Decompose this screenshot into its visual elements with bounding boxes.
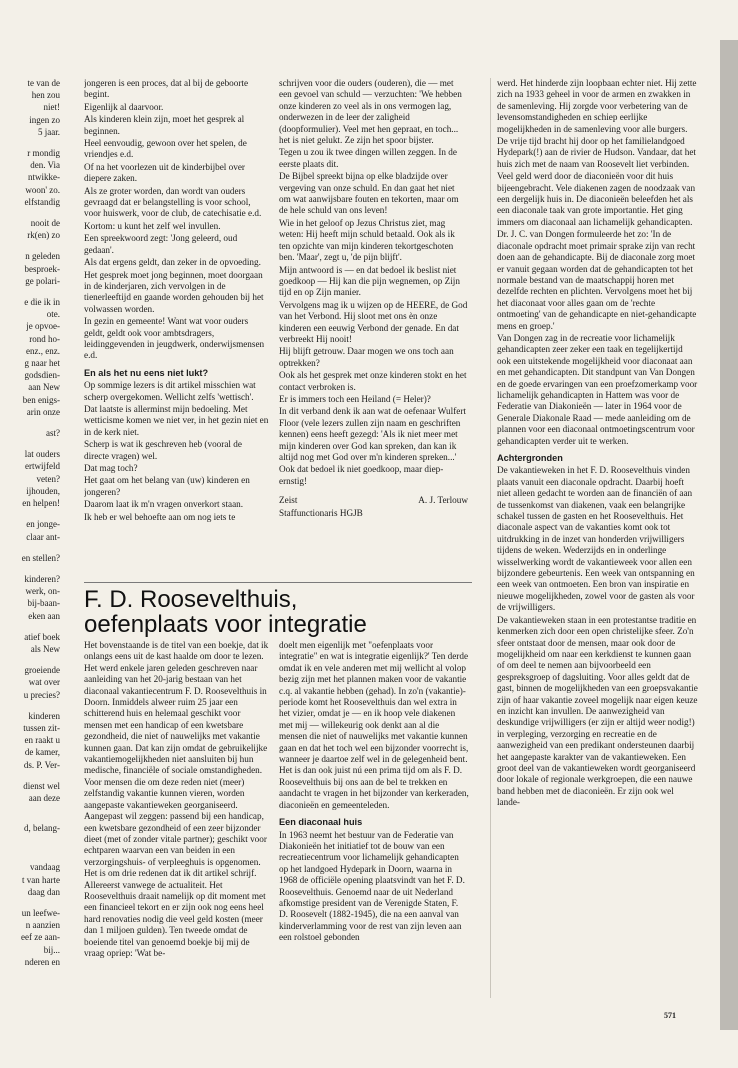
fragment-line: ertwijfeld: [25, 461, 60, 472]
paragraph: Dat mag toch?: [84, 463, 138, 473]
fragment-line: ben enigs-: [22, 394, 60, 405]
fragment-line: t van harte: [22, 874, 60, 885]
fragment-line: ote.: [46, 309, 60, 320]
fragment-line: elfstandig: [24, 196, 60, 207]
fragment-line: woon' zo.: [25, 184, 60, 195]
column-divider: [490, 78, 491, 998]
fragment-line: [0, 702, 60, 710]
fragment-line: rond ho-: [29, 333, 60, 344]
fragment-line: [0, 623, 60, 631]
article1-subhead: En als het nu eens niet lukt?: [84, 367, 209, 378]
fragment-line: besproek-: [24, 263, 60, 274]
fragment-line: veten?: [36, 473, 60, 484]
fragment-line: bij...: [43, 944, 60, 955]
fragment-line: r mondig: [27, 148, 60, 159]
paragraph: Veel geld werd door de diaconieën voor dit huis bijeengebracht. Vele diakenen zagen de noodzaak van een dergelijk huis in. De diaconieën beleefden het als een diaconale taak van grote importantie. Het ging immers om diaconaal aan lichamelijk gehandicapten.: [497, 171, 696, 227]
paragraph: In 1963 neemt het bestuur van de Federatie van Diakonieën het initiatief tot de bouw van een recreatiecentrum voor lichamelijk gehandicapten op het landgoed Hydepark in Doorn, waarna in 1968 de officiële opening plaatsvindt van het F. D. Roosevelthuis. Genoemd naar de uit Nederland afkomstige president van de Verenigde Staten, F. D. Roosevelt (1882-1945), die na een aanval van kinderverlamming voor de rest van zijn leven aan een rolstoel gebonden: [279, 829, 465, 943]
article2-headline: [84, 587, 480, 637]
fragment-line: en helpen!: [22, 498, 60, 509]
left-column-fragment: [0, 78, 60, 1018]
fragment-line: claar ant-: [26, 531, 60, 542]
fragment-line: rk(en) zo: [27, 230, 60, 241]
paragraph: Op sommige lezers is dit artikel misschien wat scherp overgekomen. Wellicht zelfs 'wettisch'.: [84, 380, 256, 402]
paragraph: Scherp is wat ik geschreven heb (vooral de directe vragen) wel.: [84, 439, 242, 461]
fragment-line: te van de: [27, 78, 60, 88]
fragment-line: [0, 242, 60, 250]
fragment-line: n geleden: [25, 251, 60, 262]
fragment-line: bij-baan-: [27, 598, 60, 609]
article2-column3: [497, 78, 698, 998]
article2-column2: [279, 640, 469, 1020]
fragment-line: ntwikke-: [28, 172, 60, 183]
fragment-line: en raakt u: [24, 735, 60, 746]
paragraph: Als kinderen klein zijn, moet het gesprek al beginnen.: [84, 114, 245, 136]
paragraph: jongeren is een proces, dat al bij de geboorte begint.: [84, 78, 249, 100]
signature-place: Zeist: [279, 495, 298, 506]
fragment-line: atief boek: [24, 631, 60, 642]
fragment-line: enz., enz.: [26, 345, 60, 356]
fragment-line: den. Via: [30, 160, 60, 171]
fragment-line: wat over: [28, 677, 60, 688]
signature-role: Staffunctionaris HGJB: [279, 507, 363, 518]
fragment-line: ijhouden,: [26, 485, 60, 496]
fragment-line: nooit de: [30, 218, 60, 229]
fragment-line: [0, 139, 60, 147]
paragraph: Kortom: u kunt het zelf wel invullen.: [84, 220, 221, 231]
paragraph: Hij blijft getrouw. Daar mogen we ons toch aan optrekken?: [279, 346, 454, 368]
fragment-line: daag dan: [27, 886, 60, 897]
fragment-line: [0, 805, 60, 813]
fragment-line: [0, 440, 60, 448]
fragment-line: [0, 544, 60, 552]
fragment-line: un leefwe-: [21, 907, 60, 918]
paragraph: Dr. J. C. van Dongen formuleerde het zo: 'In de diaconale opdracht moet primair sprake zijn van recht doen aan de gehandicapte. Bij de diaconale zorg moet er vanuit gegaan worden dat de gehandicapten tot het normale bestand van de maatschappij horen met dezelfde rechten en plichten. Vervolgens moet het bij het diaconaat voor alles gaan om de 'rechte ontmoeting' van de gehandicapte en niet-gehandicapte mens en groep.': [497, 229, 697, 331]
fragment-line: ingen zo: [29, 114, 60, 125]
fragment-line: groeiende: [24, 665, 60, 676]
paragraph: Het gaat om het belang van (uw) kinderen en jongeren?: [84, 475, 250, 497]
fragment-line: eef ze aan-: [21, 932, 60, 943]
fragment-line: e die ik in: [24, 297, 60, 308]
fragment-line: [0, 853, 60, 861]
paragraph: Er is immers toch een Heiland (= Heler)?: [279, 393, 431, 404]
fragment-line: hen zou: [31, 90, 60, 101]
paragraph: werd. Het hinderde zijn loopbaan echter niet. Hij zette zich na 1933 geheel in voor de armen en zwakken in de samenleving. Hij zorgde voor verbetering van de levensomstandigheden en schiep eerlijke mogelijkheden in de samenleving voor alle burgers.: [497, 78, 697, 134]
paragraph: Heel eenvoudig, gewoon over het spelen, de vriendjes e.d.: [84, 138, 247, 160]
fragment-line: [0, 510, 60, 518]
fragment-line: n aanzien: [25, 920, 60, 931]
paragraph: De vakantieweken in het F. D. Roosevelthuis vinden plaats vanuit een diaconale opdracht. Daarbij hoeft niet alleen gedacht te worden aan de financiën of aan de tussenkomst van diakenen, vaak een belangrijke schakel tussen de gasten en het Roosevelthuis. Het diaconale aspect van de vakanties komt ook tot uitdrukking in de inzet van honderden vrijwilligers tijdens de weken. Wederzijds en in onderlinge wisselwerking wordt de vakantieweek voor allen een bijzondere gebeurtenis. Een week van ontspanning en een week van ontmoeten. Een bron van inspiratie en nieuwe mogelijkheden, zowel voor de gasten als voor de vrijwilligers.: [497, 465, 695, 613]
fragment-line: g naar het: [24, 358, 60, 369]
headline-line2: oefenplaats voor integratie: [84, 611, 367, 638]
paragraph: Tegen u zou ik twee dingen willen zeggen. In de eerste plaats dit.: [279, 147, 457, 169]
paragraph: Ook dat bedoel ik niet goedkoop, maar diep-ernstig!: [279, 464, 444, 486]
fragment-line: [0, 565, 60, 573]
fragment-line: [0, 844, 60, 852]
fragment-line: nderen en: [24, 956, 60, 967]
paragraph: De Bijbel spreekt bijna op elke bladzijde over vergeving van onze schuld. En dan gaat het niet om wat aanwijsbare fouten en tekorten, maar om de hele schuld van ons leven!: [279, 171, 459, 216]
fragment-line: u precies?: [23, 689, 60, 700]
paragraph: doelt men eigenlijk met "oefenplaats voor integratie" en wat is integratie eigenlijk?' Ten derde omdat ik en vele anderen met mij wellicht al volop bezig zijn met het plannen maken voor de vakantie c.q. al vakantie hebben (gehad). In zo'n (vakantie)-periode komt het Roosevelthuis dan wel extra in het vizier, omdat je — en ik hoop vele diakenen met mij — willekeurig ook denkt aan al die mensen die niet of nauwelijks met vakantie kunnen gaan en dat het toch wel een bijzonder voorrecht is, wanneer je daartoe zelf wel in de gelegenheid bent. Het is dan ook juist nú een prima tijd om als F. D. Roosevelthuis bij ons aan de bel te trekken en aandacht te vragen in het bijzonder van kerkeraden, diaconieën en gemeenteleden.: [279, 640, 469, 810]
fragment-line: kinderen?: [24, 573, 60, 584]
fragment-line: kinderen: [28, 710, 60, 721]
fragment-line: als New: [30, 643, 60, 654]
fragment-line: je opvoe-: [26, 321, 60, 332]
signature: [279, 495, 468, 506]
fragment-line: [0, 772, 60, 780]
paragraph: Wie in het geloof op Jezus Christus ziet, mag weten: Hij heeft mijn schuld betaald. Ook als ik ten opzichte van mijn kinderen tekortgeschoten ben. 'Maar', zegt u, 'de pijn blijft'.: [279, 217, 455, 263]
paragraph: Ik heb er wel behoefte aan om nog iets te: [84, 511, 236, 522]
paragraph: De vrije tijd bracht hij door op het familielandgoed Hydepark(!) aan de rivier de Hudson. Vandaar, dat het huis zich met de naam van Roosevelt liet verbinden.: [497, 136, 696, 169]
fragment-line: vandaag: [30, 862, 60, 873]
fragment-line: de kamer,: [24, 747, 60, 758]
article1-column2: [279, 78, 468, 576]
fragment-line: eken aan: [28, 610, 60, 621]
fragment-line: [0, 288, 60, 296]
fragment-line: [0, 656, 60, 664]
paragraph: Mijn antwoord is — en dat bedoel ik beslist niet goedkoop — Hij kan die pijn wegnemen, op Zijn tijd en op Zijn manier.: [279, 264, 460, 298]
paragraph: Ook als het gesprek met onze kinderen stokt en het contact verbroken is.: [279, 370, 467, 392]
fragment-line: 5 jaar.: [38, 126, 60, 137]
fragment-line: ds. P. Ver-: [23, 759, 60, 770]
paragraph: Van Dongen zag in de recreatie voor lichamelijk gehandicapten zeer zeker een taak en tegelijkertijd ook een uitstekende mogelijkheid voor diaconaat aan en met gehandicapten. Dit standpunt van Van Dongen en de goede ervaringen van een proefzomerkamp voor lichamelijk gehandicapten in Hattem was voor de Federatie van Diakonieën — later in 1964 voor de Generale Diakonale Raad — mede aanleiding om de plannen voor een diaconaal ontmoetingscentrum voor gehandicapten verder uit te werken.: [497, 332, 698, 446]
fragment-line: d, belang-: [24, 823, 60, 834]
paragraph: Het gesprek moet jong beginnen, moet doorgaan in de kinderjaren, zich vervolgen in de tienerleeftijd en gaande worden gehouden bij het volwassen worden.: [84, 269, 264, 314]
paragraph: Daarom laat ik m'n vragen onverkort staan.: [84, 499, 244, 510]
fragment-line: dienst wel: [23, 780, 60, 791]
signature-author: A. J. Terlouw: [418, 495, 468, 506]
fragment-line: tussen zit-: [23, 722, 60, 733]
fragment-line: ge polari-: [25, 275, 60, 286]
fragment-line: [0, 899, 60, 907]
article2-column1: [84, 640, 270, 1020]
paragraph: Vervolgens mag ik u wijzen op de HEERE, de God van het Verbond. Hij sloot met ons èn onze kinderen een eeuwig Verbond der genade. En dat verbreekt Hij nooit!: [279, 299, 468, 344]
fragment-line: en stellen?: [21, 552, 60, 563]
fragment-line: lat ouders: [24, 449, 60, 460]
fragment-line: werk, on-: [25, 586, 60, 597]
fragment-line: [0, 209, 60, 217]
fragment-line: ast?: [46, 428, 60, 439]
article2-subhead-diaconaal-huis: Een diaconaal huis: [279, 817, 363, 828]
fragment-line: arin onze: [26, 406, 60, 417]
paragraph: Als dat ergens geldt, dan zeker in de opvoeding.: [84, 257, 261, 268]
paragraph: Een spreekwoord zegt: 'Jong geleerd, oud gedaan'.: [84, 233, 238, 255]
headline-line1: F. D. Roosevelthuis,: [84, 586, 298, 613]
paragraph: Of na het voorlezen uit de kinderbijbel over diepere zaken.: [84, 161, 245, 184]
fragment-line: [0, 814, 60, 822]
article1-column1: [84, 78, 269, 576]
section-divider: [84, 582, 472, 583]
fragment-line: godsdien-: [24, 370, 60, 381]
fragment-line: [0, 419, 60, 427]
fragment-line: aan New: [28, 382, 60, 393]
paragraph: In gezin en gemeente! Want wat voor ouders geldt, geldt ook voor ambtsdragers, leidinggevenden in jeugdwerk, onderwijsmensen e.d.: [84, 316, 265, 361]
article2-subhead-achtergronden: Achtergronden: [497, 453, 563, 463]
paragraph: Eigenlijk al daarvoor.: [84, 101, 164, 112]
paragraph: Als ze groter worden, dan wordt van ouders gevraagd dat er belangstelling is voor school, voor huiswerk, voor de club, de catechisatie e.d.: [84, 185, 262, 219]
paragraph: Dat laatste is allerminst mijn bedoeling. Met wetticisme komen we niet ver, in het gezin niet en in de kerk niet.: [84, 403, 269, 437]
paragraph: In dit verband denk ik aan wat de oefenaar Wulfert Floor (vele lezers zullen zijn naam en geschriften kennen) eens heeft gezegd: 'Als ik niet meer met mijn kinderen over God kan spreken, dan kan ik altijd nog met God over m'n kinderen spreken...': [279, 406, 466, 462]
paragraph: De vakantieweken staan in een protestantse traditie en kenmerken zich door een open christelijke sfeer. Zo'n sfeer ontstaat door de mensen, maar ook door de mogelijkheid om naar een kerkdienst te kunnen gaan of om deel te nemen aan bijvoorbeeld een gespreksgroep of dagsluiting. Voor alles geldt dat de gast, binnen de mogelijkheden van een groepsvakantie zijn of haar vakantie zoveel mogelijk naar eigen keuze en inzicht kan invullen. De aanwezigheid van deskundige vrijwilligers (er zijn er altijd weer nodig!) in verpleging, verzorging en recreatie en de aanwezigheid van een predikant ondersteunen daarbij het aangepaste karakter van de vakantieweken. Een groot deel van de vakantieweken wordt georganiseerd door lokale of regionale werkgroepen, die een nauwe band hebben met de diaconieën. Er zijn ook wel lande-: [497, 614, 698, 808]
paragraph: schrijven voor die ouders (ouderen), die — met een gevoel van schuld — verzuchten: 'We hebben onze kinderen zo veel als in ons vermogen lag, onderwezen in de leer der zaligheid (doopformulier). Veel met hen gepraat, en toch... het is niet gelukt. Ze zijn het spoor bijster.: [279, 78, 462, 146]
paragraph: Het bovenstaande is de titel van een boekje, dat ik onlangs eens uit de kast haalde om door te lezen. Het werd enkele jaren geleden geschreven naar aanleiding van het 20-jarig bestaan van het diaconaal vakantiecentrum F. D. Roosevelthuis in Doorn. Inmiddels alweer ruim 25 jaar een schitterend huis en helemaal geschikt voor mensen met een handicap of een kwetsbare gezondheid, die niet of nauwelijks met vakantie kunnen gaan. Dat kan zijn omdat de gebruikelijke vakantiemogelijkheden niet aansluiten bij hun medische, financiële of sociale omstandigheden. Voor mensen die om deze reden niet (meer) zelfstandig vakantie kunnen vieren, worden aangepaste vakantieweken georganiseerd. Aangepast wil zeggen: passend bij een handicap, een kwetsbare gezondheid of een zeer bijzonder dieet (met of zonder vitale partner); geschikt voor echtparen waarvan een van beiden in een verzorgingshuis- of verpleeghuis is opgenomen. Het is om drie redenen dat ik dit artikel schrijf. Allereerst vanwege de actualiteit. Het Roosevelthuis draait namelijk op dit moment met een financieel tekort en er zijn ook nog eens heel hard renovaties nodig die veel geld kosten (meer dan 1 miljoen gulden). Ten tweede omdat de boeiende titel van genoemd boekje bij mij de vraag opriep: 'Wat be-: [84, 640, 269, 958]
fragment-line: en jonge-: [26, 519, 60, 530]
fragment-line: [0, 835, 60, 843]
fragment-line: niet!: [43, 102, 60, 113]
fragment-line: aan deze: [28, 792, 60, 803]
page-edge: [720, 40, 738, 1030]
page-number: 571: [664, 1011, 676, 1020]
